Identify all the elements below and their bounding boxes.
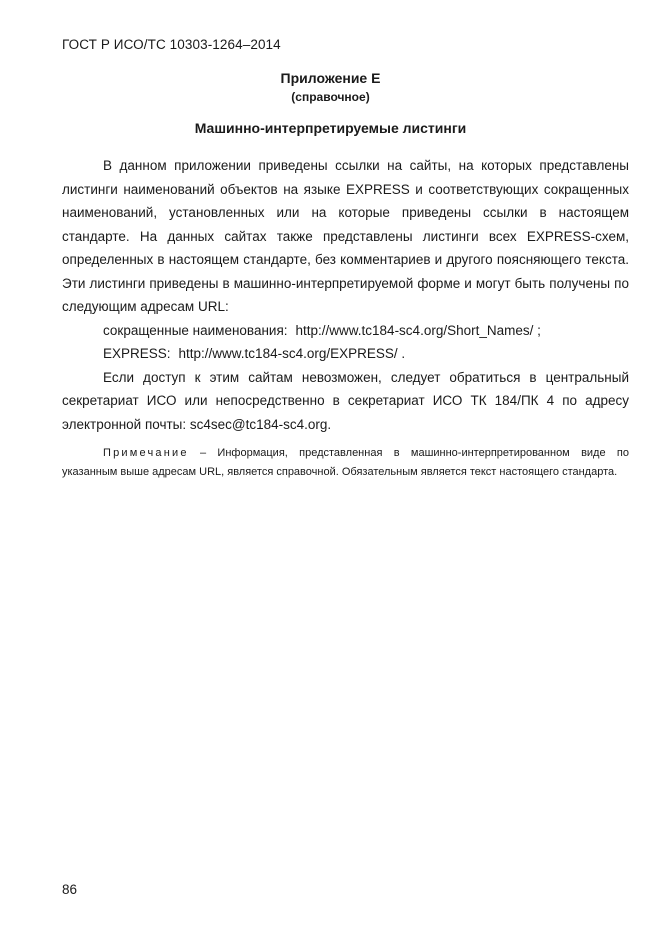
annex-body: [62, 154, 629, 482]
section-title: Машинно-интерпретируемые листинги: [194, 120, 467, 136]
express-url-link[interactable]: http://www.tc184-sc4.org/EXPRESS/ .: [178, 346, 406, 361]
short-names-url-link[interactable]: http://www.tc184-sc4.org/Short_Names/ ;: [295, 322, 541, 338]
standard-code-header: ГОСТ Р ИСО/ТС 10303-1264–2014: [62, 37, 281, 52]
annex-subtitle: (справочное): [291, 90, 370, 104]
page-number: 86: [62, 882, 78, 897]
short-names-url-line: [62, 319, 629, 343]
annex-title: Приложение Е: [280, 70, 381, 86]
intro-paragraph: В данном приложении приведены ссылки на сайты, на которых представлены листинги наименований объектов на языке EXPRESS и соответствующих сокращенных наименований, установленных или на которые приведены ссылки в настоящем стандарте. На данных сайтах также представлены листинги всех EXPRESS-схем, определенных в настоящем стандарте, без комментариев и другого поясняющего текста. Эти листинги приведены в машинно-интерпретируемой форме и могут быть получены по следующим адресам URL:: [62, 158, 629, 314]
contact-paragraph: Если доступ к этим сайтам невозможен, следует обратиться в центральный секретариат ИСО или непосредственно в секретариат ИСО ТК 184/ПК 4 по адресу электронной почты: sc4sec@tc184-sc4.org.: [62, 369, 629, 432]
express-label: EXPRESS:: [103, 346, 171, 361]
short-names-label: сокращенные наименования:: [103, 322, 288, 338]
note-label: Примечание: [103, 447, 189, 459]
note-text: – Информация, представленная в машинно-интерпретированном виде по указанным выше адресам URL, является справочной. Обязательным является текст настоящего стандарта.: [62, 447, 629, 478]
express-url-line: [62, 342, 629, 366]
note-paragraph: [62, 444, 629, 482]
